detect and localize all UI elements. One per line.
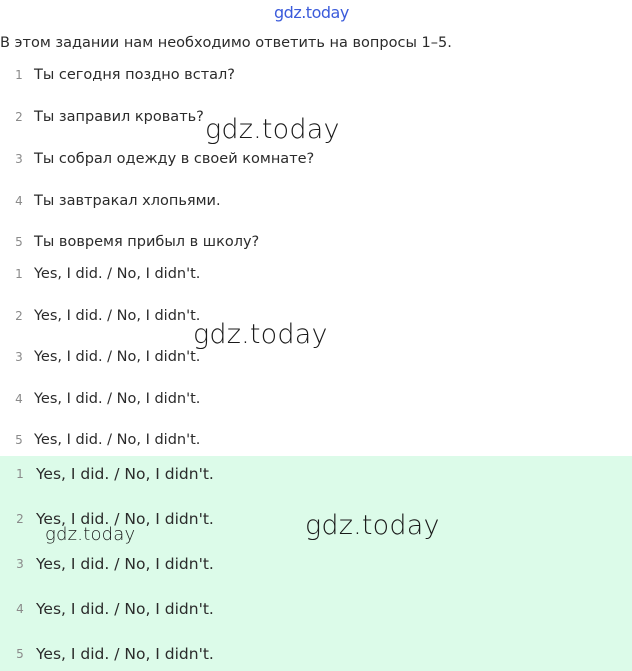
item-text: Yes, I did. / No, I didn't. — [34, 308, 201, 324]
item-text: Yes, I did. / No, I didn't. — [36, 645, 214, 663]
item-number: 3 — [16, 557, 24, 571]
item-number: 3 — [15, 152, 23, 166]
watermark: gdz.today — [45, 524, 136, 545]
watermark: gdz.today — [305, 510, 440, 541]
item-text: Ты сегодня поздно встал? — [34, 67, 235, 83]
item-number: 2 — [16, 512, 24, 526]
item-text: Ты завтракал хлопьями. — [34, 193, 221, 209]
watermark: gdz.today — [205, 114, 340, 145]
item-text: Yes, I did. / No, I didn't. — [34, 266, 201, 282]
item-number: 5 — [15, 433, 23, 447]
item-text: Yes, I did. / No, I didn't. — [36, 465, 214, 483]
item-number: 3 — [15, 350, 23, 364]
item-text: Yes, I did. / No, I didn't. — [34, 432, 201, 448]
item-number: 4 — [15, 392, 23, 406]
item-text: Ты собрал одежду в своей комнате? — [34, 151, 315, 167]
item-number: 4 — [15, 194, 23, 208]
item-number: 5 — [15, 235, 23, 249]
item-number: 4 — [16, 602, 24, 616]
item-text: Yes, I did. / No, I didn't. — [34, 391, 201, 407]
item-number: 1 — [15, 267, 23, 281]
item-text: Ты заправил кровать? — [34, 109, 204, 125]
item-number: 2 — [15, 309, 23, 323]
watermark: gdz.today — [193, 319, 328, 350]
item-text: Ты вовремя прибыл в школу? — [34, 234, 260, 250]
item-text: Yes, I did. / No, I didn't. — [36, 510, 214, 528]
item-text: Yes, I did. / No, I didn't. — [36, 555, 214, 573]
item-number: 1 — [16, 467, 24, 481]
intro-text: В этом задании нам необходимо ответить на вопросы 1–5. — [0, 35, 452, 51]
item-text: Yes, I did. / No, I didn't. — [36, 600, 214, 618]
item-number: 1 — [15, 68, 23, 82]
item-number: 2 — [15, 110, 23, 124]
watermark-top: gdz.today — [274, 3, 349, 22]
item-number: 5 — [16, 647, 24, 661]
item-text: Yes, I did. / No, I didn't. — [34, 349, 201, 365]
